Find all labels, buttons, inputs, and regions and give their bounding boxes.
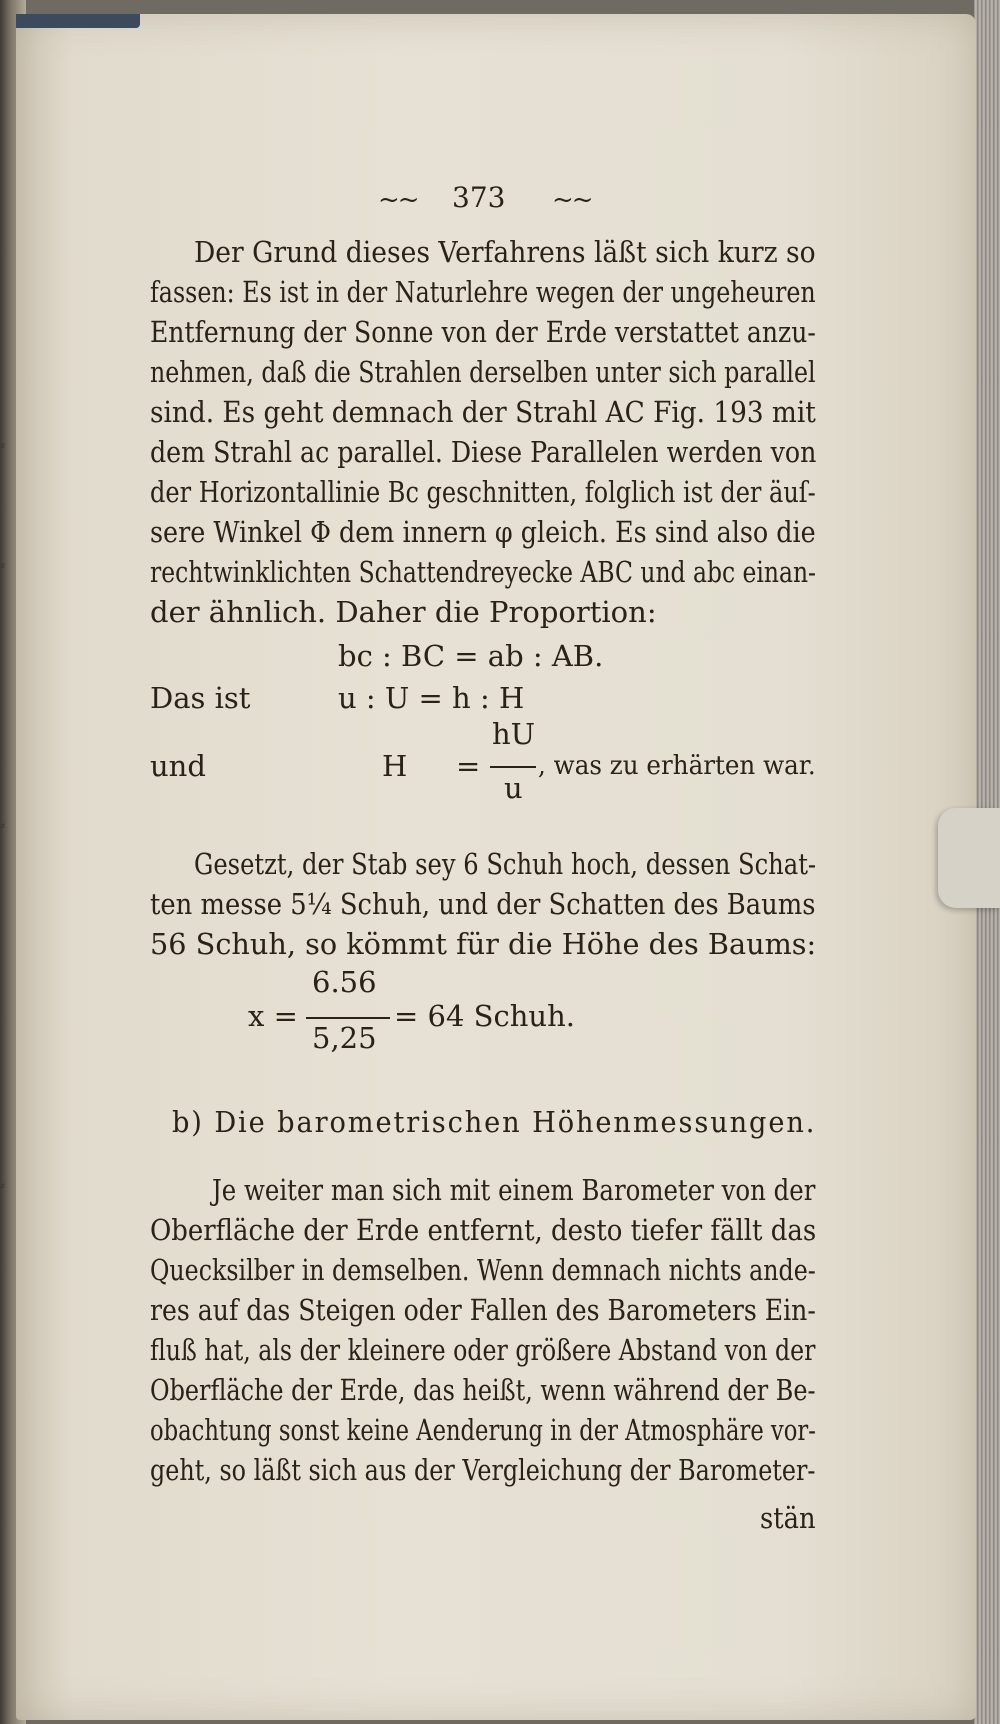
- equation-lhs: H: [382, 749, 408, 783]
- text-line: Oberfläche der Erde, das heißt, wenn während der Be-: [150, 1373, 816, 1407]
- example-denominator: 5,25: [312, 1021, 377, 1055]
- proportion-formula: bc : BC = ab : AB.: [338, 639, 604, 673]
- scan-id-tag: [16, 14, 140, 28]
- text-line: rechtwinklichten Schattendreyecke ABC und abc einan-: [150, 555, 816, 589]
- text-line: fluß hat, als der kleinere oder größere Abstand von der: [150, 1333, 816, 1367]
- example-fraction-bar: [306, 1017, 390, 1019]
- equation-suffix: , was zu erhärten war.: [538, 751, 816, 781]
- text-line: ten messe 5¼ Schuh, und der Schatten des Baums: [150, 887, 816, 921]
- text-line: der Horizontallinie Bc geschnitten, folglich ist der äuſ-: [150, 475, 816, 509]
- text-line: Der Grund dieses Verfahrens läßt sich kurz so: [194, 235, 816, 269]
- text-line: Gesetzt, der Stab sey 6 Schuh hoch, dessen Schat-: [194, 847, 817, 881]
- text-line: 56 Schuh, so kömmt für die Höhe des Baums:: [150, 927, 817, 961]
- text-line: nehmen, daß die Strahlen derselben unter sich parallel: [150, 355, 816, 389]
- bleed-mark: ⸗: [0, 560, 6, 570]
- example-lhs: x =: [248, 999, 298, 1033]
- text-line: Oberfläche der Erde entfernt, desto tiefer fällt das: [150, 1213, 817, 1247]
- text-line: sind. Es geht demnach der Strahl AC Fig. 193 mit: [150, 395, 816, 429]
- text-line: fassen: Es ist in der Naturlehre wegen der ungeheuren: [150, 275, 816, 309]
- fraction-bar: [490, 766, 536, 768]
- text-line: res auf das Steigen oder Fallen des Barometers Ein-: [150, 1293, 816, 1327]
- equation-equals: =: [456, 749, 481, 783]
- bleed-mark: ⸗: [0, 440, 6, 450]
- bleed-mark: ⸗: [0, 1180, 6, 1190]
- page-tab: [938, 808, 1000, 908]
- das-ist-label: Das ist: [150, 681, 251, 715]
- fraction-numerator: hU: [492, 717, 536, 751]
- bleed-mark: ⸗: [0, 820, 6, 830]
- text-line: geht, so läßt sich aus der Vergleichung der Barometer-: [150, 1453, 816, 1487]
- text-line: obachtung sonst keine Aenderung in der Atmosphäre vor-: [150, 1413, 816, 1447]
- section-heading: b) Die barometrischen Höhenmessungen.: [172, 1105, 817, 1139]
- example-result: = 64 Schuh.: [394, 999, 575, 1033]
- book-page: [16, 14, 976, 1720]
- header-ornament-left: ~~: [378, 185, 418, 215]
- example-numerator: 6.56: [312, 965, 377, 999]
- text-line: Quecksilber in demselben. Wenn demnach nichts ande-: [150, 1253, 816, 1287]
- page-number: 373: [452, 181, 506, 214]
- das-ist-formula: u : U = h : H: [338, 681, 525, 715]
- und-label: und: [150, 749, 206, 783]
- header-ornament-right: ~~: [552, 185, 592, 215]
- text-line: sere Winkel Φ dem innern φ gleich. Es sind also die: [150, 515, 816, 549]
- text-line: der ähnlich. Daher die Proportion:: [150, 595, 657, 629]
- catchword: stän: [760, 1501, 816, 1535]
- fraction-denominator: u: [504, 771, 523, 805]
- text-line: dem Strahl ac parallel. Diese Parallelen werden von: [150, 435, 817, 469]
- text-line: Je weiter man sich mit einem Barometer von der: [212, 1173, 816, 1207]
- text-line: Entfernung der Sonne von der Erde verstattet anzu-: [150, 315, 816, 349]
